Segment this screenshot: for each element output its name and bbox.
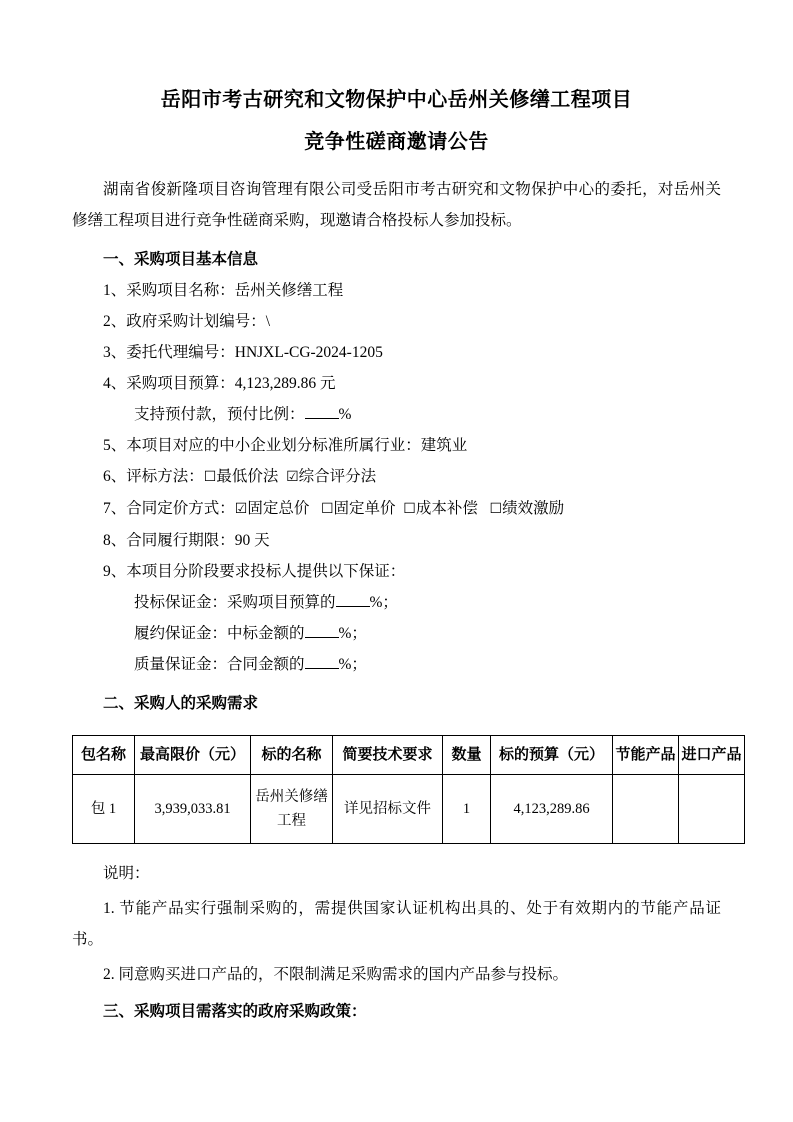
checkbox-cost-plus: ☐ — [403, 501, 416, 517]
section-1-heading: 一、采购项目基本信息 — [103, 251, 259, 268]
notes-label: 说明： — [103, 865, 150, 882]
checkbox-fixed-unit: ☐ — [320, 501, 334, 517]
th-tech-requirements: 简要技术要求 — [333, 736, 443, 775]
guarantee-performance-suffix: %； — [338, 625, 367, 642]
item-pricing-method — [72, 493, 721, 525]
item-plan-number: 2、政府采购计划编号：\ — [103, 313, 271, 330]
guarantee-performance-prefix: 履约保证金：中标金额的 — [134, 625, 305, 642]
prepay-suffix: % — [338, 406, 352, 423]
eval-option-1-label: 综合评分法 — [298, 468, 377, 485]
guarantee-performance-blank — [305, 637, 339, 638]
checkbox-performance: ☐ — [489, 501, 503, 517]
note-2: 2. 同意购买进口产品的，不限制满足采购需求的国内产品参与投标。 — [103, 966, 569, 983]
item-eval-method — [72, 461, 721, 493]
pricing-option-2-label: 成本补偿 — [415, 500, 478, 517]
checkbox-fixed-total: ☑ — [234, 501, 248, 517]
checkbox-comprehensive: ☑ — [286, 469, 299, 485]
item-industry: 5、本项目对应的中小企业划分标准所属行业：建筑业 — [103, 437, 468, 454]
pricing-option-0-label: 固定总价 — [247, 500, 310, 517]
guarantee-performance — [72, 618, 721, 649]
td-quantity: 1 — [443, 775, 491, 844]
page-title: 岳阳市考古研究和文物保护中心岳州关修缮工程项目 — [160, 89, 633, 111]
td-max-price: 3,939,033.81 — [135, 775, 251, 844]
prepay-text: 支持预付款，预付比例： — [134, 406, 305, 423]
guarantee-bid-blank — [336, 606, 370, 607]
prepay-blank — [305, 418, 339, 419]
th-imported: 进口产品 — [679, 736, 745, 775]
td-item-name: 岳州关修缮工程 — [251, 775, 333, 844]
pricing-option-3-label: 绩效激励 — [502, 500, 565, 517]
td-item-budget: 4,123,289.86 — [491, 775, 613, 844]
item-budget: 4、采购项目预算：4,123,289.86 元 — [103, 375, 336, 392]
guarantee-quality-suffix: %； — [338, 656, 367, 673]
procurement-requirements-table — [72, 735, 745, 844]
th-item-name: 标的名称 — [251, 736, 333, 775]
table-row — [73, 775, 745, 844]
pricing-option-1-label: 固定单价 — [333, 500, 396, 517]
td-package-name: 包 1 — [73, 775, 135, 844]
item-prepay — [72, 399, 721, 430]
guarantee-bid — [72, 587, 721, 618]
guarantee-quality-prefix: 质量保证金：合同金额的 — [134, 656, 305, 673]
td-imported — [679, 775, 745, 844]
intro-paragraph: 湖南省俊新隆项目咨询管理有限公司受岳阳市考古研究和文物保护中心的委托，对岳州关修缮工程项目进行竞争性磋商采购，现邀请合格投标人参加投标。 — [72, 181, 721, 229]
eval-option-0-label: 最低价法 — [216, 468, 279, 485]
th-max-price: 最高限价（元） — [135, 736, 251, 775]
page-subtitle: 竞争性磋商邀请公告 — [304, 131, 489, 153]
guarantee-bid-prefix: 投标保证金：采购项目预算的 — [134, 594, 336, 611]
th-item-budget: 标的预算（元） — [491, 736, 613, 775]
td-energy-saving — [613, 775, 679, 844]
table-header-row — [73, 736, 745, 775]
guarantee-quality — [72, 649, 721, 680]
guarantee-quality-blank — [305, 668, 339, 669]
pricing-method-label: 7、合同定价方式： — [103, 500, 235, 517]
th-quantity: 数量 — [443, 736, 491, 775]
td-tech-requirements: 详见招标文件 — [333, 775, 443, 844]
eval-method-label: 6、评标方法： — [103, 468, 204, 485]
item-contract-term: 8、合同履行期限：90 天 — [103, 532, 270, 549]
section-2-heading: 二、采购人的采购需求 — [103, 695, 259, 712]
item-project-name: 1、采购项目名称：岳州关修缮工程 — [103, 282, 344, 299]
checkbox-lowest-price: ☐ — [203, 469, 217, 485]
th-energy-saving: 节能产品 — [613, 736, 679, 775]
item-agency-number: 3、委托代理编号：HNJXL-CG-2024-1205 — [103, 344, 383, 361]
note-1: 1. 节能产品实行强制采购的，需提供国家认证机构出具的、处于有效期内的节能产品证书。 — [72, 900, 721, 948]
guarantee-bid-suffix: %； — [369, 594, 398, 611]
th-package-name: 包名称 — [73, 736, 135, 775]
section-3-heading: 三、采购项目需落实的政府采购政策： — [103, 1003, 367, 1020]
item-guarantees-intro: 9、本项目分阶段要求投标人提供以下保证： — [103, 563, 406, 580]
